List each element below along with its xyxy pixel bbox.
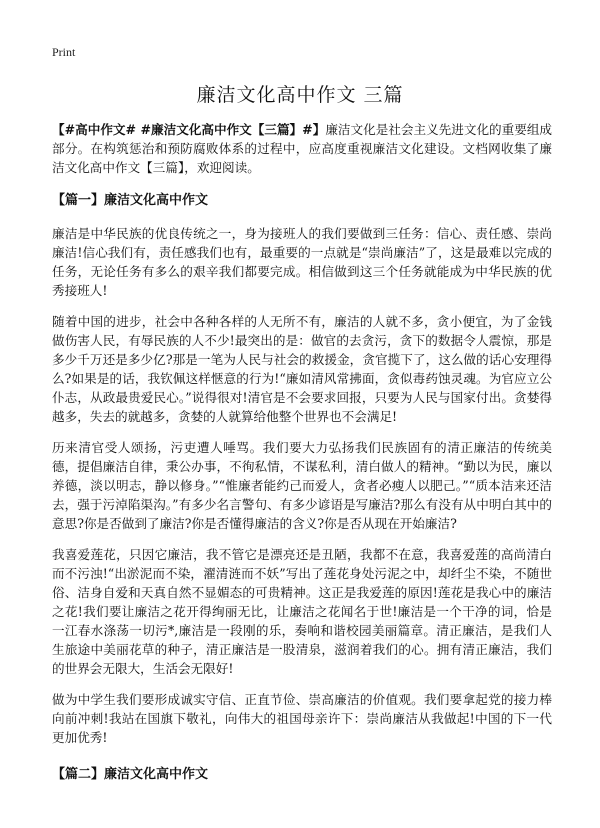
paragraph: 随着中国的进步，社会中各种各样的人无所不有，廉洁的人就不多，贪小便宜，为了金钱做伤害人民，有辱民族的人不少!最突出的是：做官的去贪污，贪下的数据令人震惊，那是多少千万还是多少亿?那是一笔为人民与社会的救援金，贪官揽下了，这么做的话心安理得么?如果是的话，我钦佩这样惬意的行为!“廉如清风常拂面，贪似毒药蚀灵魂。为官应立公仆志，从政最贵爱民心。”说得很对!清官是不会要求回报，只要为人民与国家付出。贪婪得越多，失去的就越多，贪婪的人就算给他整个世界也不会满足!	[52, 314, 552, 424]
paragraph: 历来清官受人颂扬，污吏遭人唾骂。我们要大力弘扬我们民族固有的清正廉洁的传统美德，提倡廉洁自律，秉公办事，不徇私情，不谋私利，清白做人的精神。“勤以为民，廉以养德，淡以明志，静以修身。”“惟廉者能约己而爱人，贪者必瘦人以肥己。”“质本洁来还洁去，强于污淖陷渠沟。”有多少名言警句、有多少谚语是写廉洁?那么有没有从中明白其中的意思?你是否做到了廉洁?你是否懂得廉洁的含义?你是否从现在开始廉洁?	[52, 440, 552, 531]
intro-text: 廉洁文化是社会主义先进文化的重要组成部分。在构筑惩治和预防腐败体系的过程中，应高度重视廉洁文化建设。文档网收集了廉洁文化高中作文【三篇】，欢迎阅读。	[52, 122, 553, 175]
print-label: Print	[52, 45, 76, 59]
article-body	[52, 120, 552, 798]
intro-paragraph	[52, 120, 552, 177]
intro-tag: 【#高中作文# #廉洁文化高中作文【三篇】#】	[52, 122, 326, 137]
paragraph: 做为中学生我们要形成诚实守信、正直节俭、崇高廉洁的价值观。我们要拿起党的接力棒向前冲刺!我站在国旗下敬礼，向伟大的祖国母亲许下：崇尚廉洁从我做起!中国的下一代更加优秀!	[52, 692, 552, 745]
section-heading-2: 【篇二】廉洁文化高中作文	[52, 767, 209, 782]
paragraph: 我喜爱莲花，只因它廉洁，我不管它是漂亮还是丑陋，我都不在意，我喜爱莲的高尚清白而不污浊!“出淤泥而不染，濯清涟而不妖”写出了莲花身处污泥之中，却纤尘不染，不随世俗、洁身自爱和天真自然不显媚态的可贵精神。这正是我爱莲的原因!莲花是我心中的廉洁之花!我们要让廉洁之花开得绚丽无比，让廉洁之花闻名于世!廉洁是一个干净的词，恰是一江春水涤荡一切污*,廉洁是一段刚的乐，奏响和谐校园美丽篇章。清正廉洁，是我们人生旅途中美丽花草的种子，清正廉洁是一股清泉，滋润着我们的心。拥有清正廉洁，我们的世界会无限大，生活会无限好!	[52, 547, 552, 676]
section-heading-1: 【篇一】廉洁文化高中作文	[52, 193, 209, 208]
page-title: 廉洁文化高中作文 三篇	[196, 84, 404, 106]
paragraph: 廉洁是中华民族的优良传统之一，身为接班人的我们要做到三任务：信心、责任感、崇尚廉洁!信心我们有，责任感我们也有，最重要的一点就是“崇尚廉洁”了，这是最难以完成的任务，无论任务有多么的艰辛我们都要完成。相信做到这三个任务就能成为中华民族的优秀接班人!	[52, 226, 552, 298]
